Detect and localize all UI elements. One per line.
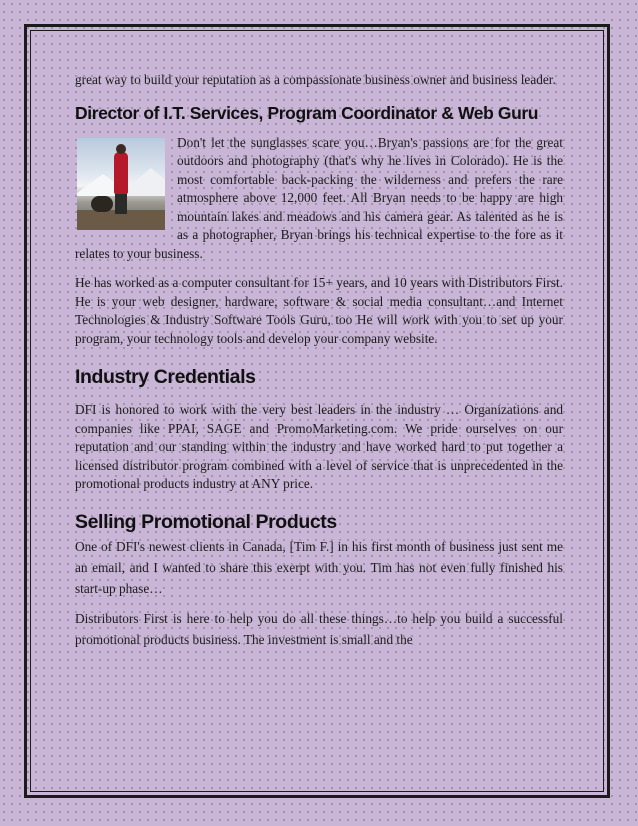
selling-paragraph-1: One of DFI's newest clients in Canada, [Tim F.] in his first month of business just sent me an email, and I wanted to share this exerpt with you. Tim has not even fully finished his start-up phase… [75, 538, 563, 596]
credentials-paragraph: DFI is honored to work with the very best leaders in the industry … Organizations and companies like PPAI, SAGE and PromoMarketing.com. We pride ourselves on our reputation and our standing within the industry and have worked hard to put together a licensed distributor program combined with a level of service that is unprecedented in the promotional products industry at ANY price. [75, 402, 563, 491]
selling-paragraph-2: Distributors First is here to help you do all these things…to help you build a successful promotional products business. The investment is small and the [75, 610, 563, 647]
intro-paragraph: great way to build your reputation as a compassionate business owner and business leader. [75, 72, 556, 87]
credentials-heading: Industry Credentials [75, 366, 256, 388]
director-bio-paragraph: Don't let the sunglasses scare you…Bryan's passions are for the great outdoors and photography (that's why he lives in Colorado). He is the most comfortable back-packing the wilderness and prefers the rare atmosphere above 12,000 feet. All Bryan needs to be happy are high mountain lakes and meadows and his camera gear. As talented as he is as a photographer, Bryan brings his technical expertise to the fore as it relates to your business. [75, 134, 563, 261]
page-content [75, 71, 563, 650]
selling-heading: Selling Promotional Products [75, 510, 337, 533]
hiker-photo [77, 138, 165, 230]
director-heading: Director of I.T. Services, Program Coordinator & Web Guru [75, 102, 539, 123]
director-section [75, 134, 563, 264]
director-work-paragraph: He has worked as a computer consultant for 15+ years, and 10 years with Distributors First. He is your web designer, hardware, software & social media consultant…and Internet Technologies & Industry Software Tools Guru, too He will work with you to set up your program, your technology tools and develop your company website. [75, 275, 563, 346]
